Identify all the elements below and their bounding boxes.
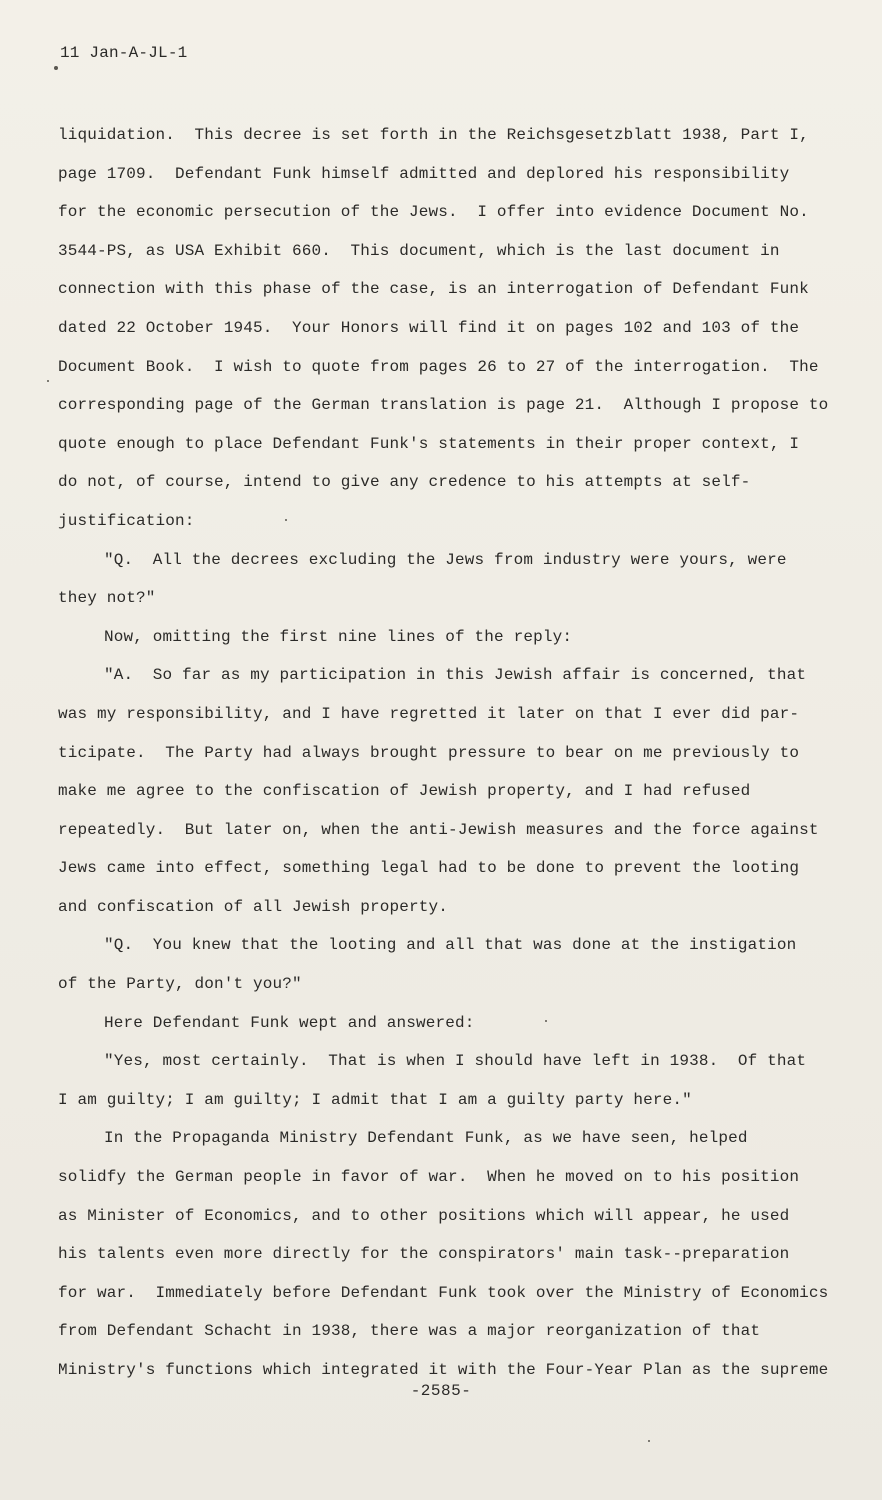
text-line: quote enough to place Defendant Funk's statements in their proper context, I (58, 434, 800, 453)
text-line: Ministry's functions which integrated it with the Four-Year Plan as the supreme (58, 1361, 829, 1379)
text-line: Document Book. I wish to quote from pages 26 to 27 of the interrogation. The (58, 357, 819, 376)
text-line: page 1709. Defendant Funk himself admitted and deplored his responsibility (58, 164, 790, 183)
text-line: "A. So far as my participation in this Jewish affair is concerned, that (104, 666, 807, 685)
text-line: make me agree to the confiscation of Jewish property, and I had refused (58, 782, 751, 801)
text-line: I am guilty; I am guilty; I admit that I am a guilty party here." (58, 1090, 692, 1109)
text-line: connection with this phase of the case, is an interrogation of Defendant Funk (58, 280, 809, 299)
scan-speck (47, 380, 49, 382)
text-line: Jews came into effect, something legal had to be done to prevent the looting (58, 859, 800, 878)
text-line: do not, of course, intend to give any credence to his attempts at self- (58, 473, 751, 492)
text-line: as Minister of Economics, and to other positions which will appear, he used (58, 1206, 790, 1225)
text-line: repeatedly. But later on, when the anti-Jewish measures and the force against (58, 820, 819, 839)
text-line: they not?" (58, 589, 156, 608)
text-line: Now, omitting the first nine lines of the reply: (104, 627, 573, 646)
text-line: for the economic persecution of the Jews. I offer into evidence Document No. (58, 203, 809, 222)
scan-speck (285, 519, 287, 521)
text-line: justification: (58, 511, 195, 530)
text-line: "Yes, most certainly. That is when I should have left in 1938. Of that (104, 1052, 807, 1071)
scan-speck (648, 1440, 650, 1442)
text-line: of the Party, don't you?" (58, 975, 302, 994)
text-line: ticipate. The Party had always brought pressure to bear on me previously to (58, 743, 800, 762)
page-number: -2585- (410, 1382, 472, 1400)
text-line: from Defendant Schacht in 1938, there was a major reorganization of that (58, 1322, 761, 1341)
text-line: corresponding page of the German translation is page 21. Although I propose to (58, 396, 829, 415)
scan-speck (54, 66, 58, 70)
text-line: and confiscation of all Jewish property. (58, 897, 449, 916)
text-line: Here Defendant Funk wept and answered: (104, 1013, 475, 1032)
text-line: dated 22 October 1945. Your Honors will find it on pages 102 and 103 of the (58, 318, 800, 337)
text-line: In the Propaganda Ministry Defendant Funk, as we have seen, helped (104, 1129, 748, 1148)
body-text (58, 116, 828, 1390)
text-line: was my responsibility, and I have regretted it later on that I ever did par- (58, 704, 800, 723)
text-line: liquidation. This decree is set forth in the Reichsgesetzblatt 1938, Part I, (58, 126, 809, 144)
text-line: for war. Immediately before Defendant Funk took over the Ministry of Economics (58, 1283, 829, 1302)
text-line: 3544-PS, as USA Exhibit 660. This document, which is the last document in (58, 241, 780, 260)
text-line: his talents even more directly for the conspirators' main task--preparation (58, 1245, 790, 1264)
text-line: solidfy the German people in favor of war. When he moved on to his position (58, 1168, 800, 1187)
text-line: "Q. All the decrees excluding the Jews from industry were yours, were (104, 550, 787, 569)
document-reference: 11 Jan-A-JL-1 (60, 44, 188, 62)
scan-speck (545, 1020, 547, 1022)
text-line: "Q. You knew that the looting and all that was done at the instigation (104, 936, 797, 955)
